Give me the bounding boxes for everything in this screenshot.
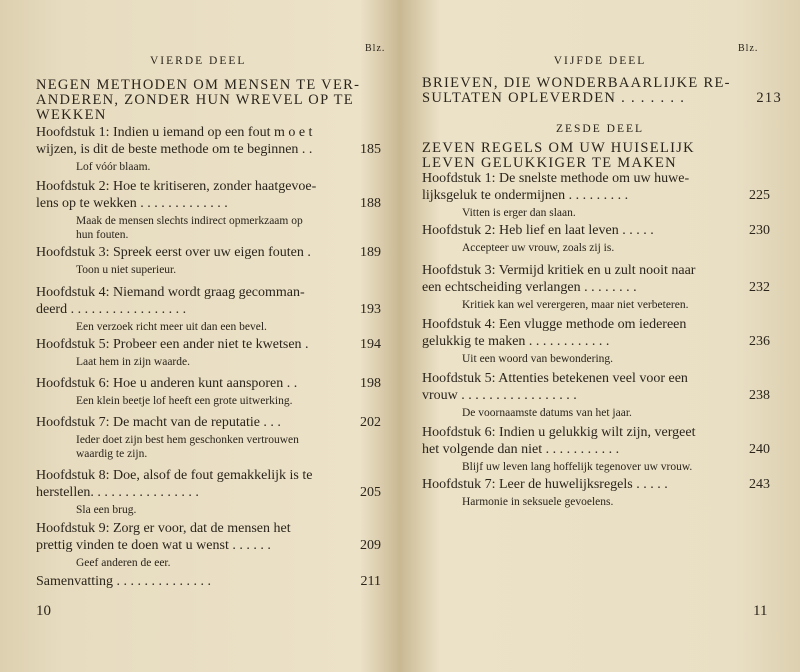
part-title-line: ANDEREN, ZONDER HUN WREVEL OP TE xyxy=(36,92,354,108)
toc-entry xyxy=(422,170,770,220)
toc-entry xyxy=(36,375,381,408)
entry-subtitle: Laat hem in zijn waarde. xyxy=(76,356,190,368)
entry-page: 209 xyxy=(360,538,381,553)
entry-line: Hoofdstuk 3: Vermijd kritiek en u zult nooit naar xyxy=(422,263,696,278)
entry-line: Hoofdstuk 7: De macht van de reputatie . . . xyxy=(36,415,281,430)
part-title-line: WEKKEN xyxy=(36,107,107,123)
toc-entry xyxy=(422,476,770,509)
entry-page: 193 xyxy=(360,302,381,317)
entry-line: Hoofdstuk 4: Een vlugge methode om iedereen xyxy=(422,317,687,332)
entry-subtitle: De voornaamste datums van het jaar. xyxy=(462,407,632,419)
entry-page: 189 xyxy=(360,245,381,260)
entry-line: lens op te wekken . . . . . . . . . . . . . xyxy=(36,196,228,211)
part-heading: VIJFDE DEEL xyxy=(553,55,647,67)
entry-subtitle: Maak de mensen slechts indirect opmerkzaam op xyxy=(76,215,303,227)
entry-line: het volgende dan niet . . . . . . . . . . . xyxy=(422,442,620,457)
entry-line: Hoofdstuk 2: Heb lief en laat leven . . . . . xyxy=(422,223,654,238)
entry-subtitle: Geef anderen de eer. xyxy=(76,557,171,569)
toc-entry xyxy=(36,336,381,369)
part-title-line: NEGEN METHODEN OM MENSEN TE VER- xyxy=(36,77,361,93)
entry-line: herstellen. . . . . . . . . . . . . . . . xyxy=(36,485,199,500)
entry-subtitle: Sla een brug. xyxy=(76,504,137,516)
page-number: 11 xyxy=(753,603,768,619)
part-title-page: 213 xyxy=(756,90,782,106)
toc-entry xyxy=(422,424,770,474)
blz-header: Blz. xyxy=(738,43,759,54)
blz-header: Blz. xyxy=(365,43,386,54)
entry-page: 243 xyxy=(749,477,770,492)
entry-line: gelukkig te maken . . . . . . . . . . . . xyxy=(422,334,610,349)
entry-page: 211 xyxy=(360,574,381,589)
part-heading: ZESDE DEEL xyxy=(555,123,645,135)
part-title xyxy=(422,141,762,171)
entry-subtitle: Accepteer uw vrouw, zoals zij is. xyxy=(462,242,615,254)
entry-subtitle: Uit een woord van bewondering. xyxy=(462,353,614,365)
entry-line: Hoofdstuk 2: Hoe te kritiseren, zonder haatgevoe- xyxy=(36,179,317,194)
entry-page: 194 xyxy=(360,337,381,352)
entry-subtitle: Kritiek kan wel verergeren, maar niet verbeteren. xyxy=(462,299,689,311)
entry-page: 225 xyxy=(749,188,770,203)
entry-line: wijzen, is dit de beste methode om te beginnen . . xyxy=(36,142,313,157)
entry-page: 240 xyxy=(749,442,770,457)
part-title xyxy=(422,76,782,106)
entry-line: Hoofdstuk 6: Hoe u anderen kunt aansporen . . xyxy=(36,376,298,391)
entry-page: 205 xyxy=(360,485,381,500)
entry-line: Hoofdstuk 3: Spreek eerst over uw eigen fouten . xyxy=(36,245,311,260)
part-title xyxy=(36,78,376,123)
entry-line: Hoofdstuk 5: Probeer een ander niet te kwetsen . xyxy=(36,337,309,352)
entry-line: Hoofdstuk 7: Leer de huwelijksregels . . . . . xyxy=(422,477,668,492)
part-title-line: LEVEN GELUKKIGER TE MAKEN xyxy=(422,155,677,171)
entry-page: 232 xyxy=(749,280,770,295)
entry-line: Hoofdstuk 1: Indien u iemand op een fout m o e t xyxy=(36,125,313,140)
toc-entry xyxy=(36,573,381,590)
toc-entry xyxy=(36,244,381,277)
entry-subtitle: Blijf uw leven lang hoffelijk tegenover uw vrouw. xyxy=(462,461,693,473)
entry-subtitle: Een klein beetje lof heeft een grote uitwerking. xyxy=(76,395,293,407)
part-title-line: ZEVEN REGELS OM UW HUISELIJK xyxy=(422,140,695,156)
entry-subtitle: Vitten is erger dan slaan. xyxy=(462,207,576,219)
entry-line: lijksgeluk te ondermijnen . . . . . . . . . xyxy=(422,188,629,203)
entry-line: Hoofdstuk 9: Zorg er voor, dat de mensen het xyxy=(36,521,291,536)
page-number: 10 xyxy=(36,603,51,619)
entry-page: 198 xyxy=(360,376,381,391)
toc-entry xyxy=(36,284,381,334)
right-page xyxy=(400,0,800,672)
toc-entry xyxy=(36,414,381,461)
entry-line: Hoofdstuk 6: Indien u gelukkig wilt zijn, vergeet xyxy=(422,425,696,440)
entry-line: deerd . . . . . . . . . . . . . . . . . xyxy=(36,302,187,317)
toc-entry xyxy=(422,316,770,366)
toc-entry xyxy=(36,178,381,242)
entry-line: Hoofdstuk 8: Doe, alsof de fout gemakkelijk is te xyxy=(36,468,313,483)
entry-subtitle: Toon u niet superieur. xyxy=(76,264,177,276)
entry-line: Hoofdstuk 4: Niemand wordt graag gecomman- xyxy=(36,285,305,300)
part-heading: VIERDE DEEL xyxy=(150,55,247,67)
entry-line: een echtscheiding verlangen . . . . . . . . xyxy=(422,280,637,295)
entry-line: Samenvatting . . . . . . . . . . . . . . xyxy=(36,574,211,589)
part-title-line: SULTATEN OPLEVERDEN . . . . . . . xyxy=(422,90,686,106)
entry-subtitle: Een verzoek richt meer uit dan een bevel. xyxy=(76,321,267,333)
entry-line: Hoofdstuk 1: De snelste methode om uw huwe- xyxy=(422,171,690,186)
toc-entry xyxy=(422,262,770,312)
entry-page: 236 xyxy=(749,334,770,349)
entry-subtitle: Harmonie in seksuele gevoelens. xyxy=(462,496,614,508)
entry-subtitle: Ieder doet zijn best hem geschonken vertrouwen xyxy=(76,434,299,446)
entry-subtitle: waardig te zijn. xyxy=(76,448,148,460)
entry-line: vrouw . . . . . . . . . . . . . . . . . xyxy=(422,388,577,403)
entry-page: 230 xyxy=(749,223,770,238)
toc-entry xyxy=(422,222,770,255)
part-title-line: BRIEVEN, DIE WONDERBAARLIJKE RE- xyxy=(422,75,731,91)
entry-page: 188 xyxy=(360,196,381,211)
entry-line: prettig vinden te doen wat u wenst . . . . . . xyxy=(36,538,271,553)
entry-subtitle: hun fouten. xyxy=(76,229,129,241)
entry-subtitle: Lof vóór blaam. xyxy=(76,161,151,173)
entry-page: 185 xyxy=(360,142,381,157)
toc-entry xyxy=(36,467,381,517)
entry-page: 202 xyxy=(360,415,381,430)
entry-page: 238 xyxy=(749,388,770,403)
entry-line: Hoofdstuk 5: Attenties betekenen veel voor een xyxy=(422,371,688,386)
toc-entry xyxy=(422,370,770,420)
toc-entry xyxy=(36,520,381,570)
toc-entry xyxy=(36,124,381,174)
